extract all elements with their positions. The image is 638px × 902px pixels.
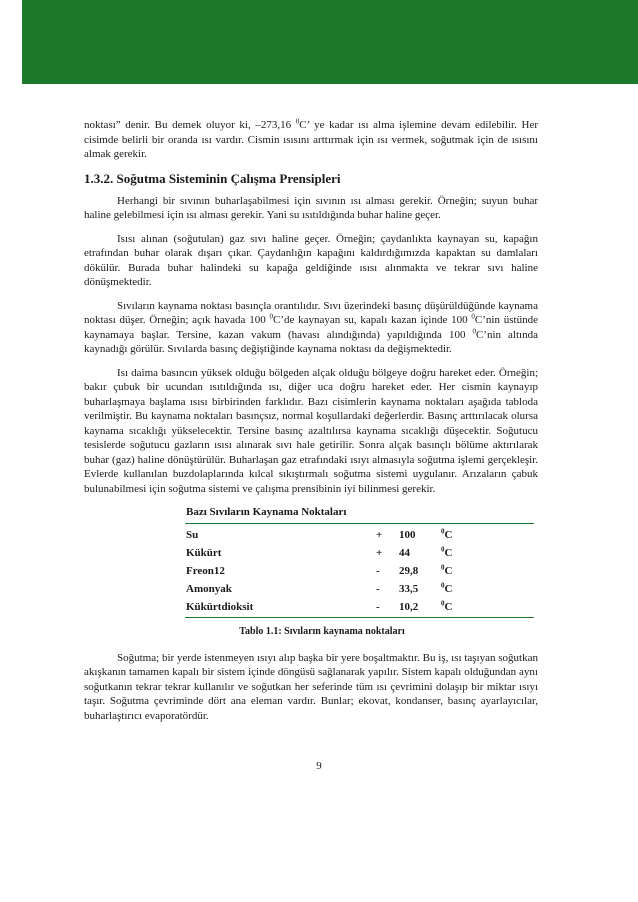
paragraph-3: Sıvıların kaynama noktası basınçla orantılıdır. Sıvı üzerindeki basınç düşürüldüğünde kaynama noktası düşer. Örneğin; açık havada 100 $^0$C’de kaynayan su, kapalı kazan içinde 100 $^0$C’nin üstünde kaynamaya başlar. Tersine, kazan vakum (havası alındığında) yapıldığında 100 $^0$C’nin altında kaynadığı görülür. Sıvılarda basınç değiştiğinde kaynama noktası da değişmektedir. bbox=[84, 299, 538, 355]
table-row bbox=[185, 578, 534, 596]
page-number: 9 bbox=[316, 760, 322, 772]
substance-name: Kükürt bbox=[186, 547, 222, 559]
unit-letter: C bbox=[444, 583, 453, 595]
table-row bbox=[185, 596, 534, 618]
unit-celsius bbox=[441, 600, 461, 614]
boiling-value: 33,5 bbox=[399, 583, 419, 595]
substance-name: Kükürtdioksit bbox=[186, 601, 254, 613]
boiling-value: 29,8 bbox=[399, 565, 419, 577]
paragraph-1: Herhangi bir sıvının buharlaşabilmesi için sıvının ısı alması gerekir. Örneğin; suyun buhar haline gelebilmesi için ısı alması gerekir. Yani su ısıtıldığında buhar haline geçer. bbox=[84, 194, 538, 221]
degree-mark: 0 bbox=[441, 545, 445, 554]
degree-mark: 0 bbox=[441, 563, 445, 572]
unit-letter: C bbox=[444, 547, 453, 559]
document-body bbox=[84, 118, 538, 732]
degree-mark: 0 bbox=[441, 581, 445, 590]
paragraph-5: Soğutma; bir yerde istenmeyen ısıyı alıp başka bir yere boşaltmaktır. Bu iş, ısı taşıyan soğutkan akışkanın tamamen kapalı bir sistem içinde döngüsü sağlanarak yapılır. Sistem kapalı olduğundan aynı soğutkanın tekrar tekrar kullanılır ve soğutkan her seferinde tüm ısı çevrimini dolaşıp bir miktar ısıyı taşır. Soğutma çevriminde dört ana eleman vardır. Bunlar; ekovat, kondanser, basınç ayarlayıcılar, buharlaştırıcı evaporatördür. bbox=[84, 651, 538, 722]
unit-celsius bbox=[441, 582, 461, 596]
value-sign: - bbox=[376, 583, 380, 595]
substance-name: Su bbox=[186, 529, 199, 541]
boiling-value: 44 bbox=[399, 547, 410, 559]
table-row bbox=[185, 560, 534, 578]
section-heading: 1.3.2. Soğutma Sisteminin Çalışma Prensipleri bbox=[84, 170, 341, 186]
header-color-bar bbox=[22, 0, 638, 84]
intro-paragraph: noktası” denir. Bu demek oluyor ki, –273,16 $^0$C’ ye kadar ısı alma işlemine devam edilebilir. Her cisimde belirli bir oranda ısı vardır. Cismin ısısını arttırmak için ısı vermek, soğutmak için de ısısını almak gerekir. bbox=[84, 117, 538, 160]
table-caption: Tablo 1.1: Sıvıların kaynama noktaları bbox=[239, 626, 405, 637]
table-row bbox=[185, 542, 534, 560]
unit-celsius bbox=[441, 528, 461, 542]
substance-name: Freon12 bbox=[186, 565, 225, 577]
value-sign: - bbox=[376, 565, 380, 577]
value-sign: - bbox=[376, 601, 380, 613]
degree-mark: 0 bbox=[441, 599, 445, 608]
value-sign: + bbox=[376, 547, 383, 559]
unit-celsius bbox=[441, 546, 461, 560]
boiling-value: 100 bbox=[399, 529, 416, 541]
degree-mark: 0 bbox=[441, 527, 445, 536]
table-row bbox=[185, 524, 534, 542]
unit-celsius bbox=[441, 564, 461, 578]
paragraph-4: Isı daima basıncın yüksek olduğu bölgeden alçak olduğu bölgeye doğru hareket eder. Örneğin; bakır çubuk bir ucundan ısıtıldığında ısı, diğer uca doğru hareket eder. Her cismin kaynayıp buharlaşmaya başlama ısısı birbirinden farklıdır. Bazı cisimlerin kaynama noktaları aşağıda tabloda verilmiştir. Bu kaynama noktaları basınçsız, normal koşullardaki değerlerdir. Basınç arttırılacak olursa kaynama sıcaklığı yükselecektir. Tersine basınç azaltılırsa kaynama sıcaklığı düşecektir. Soğutucu tesislerde soğutucu gazların ısısı alınarak sıvı hale getirilir. Sonra alçak basınçlı bölüme aktırılarak buhar (gaz) haline dönüştürülür. Buharlaşan gaz etrafındaki ısıyı almasıyla soğutma işlemi gerçekleşir. Evlerde kullanılan buzdolaplarında kılcal sıkıştırmalı soğutma sistemi uygulanır. Arızaların çabuk bulunabilmesi için soğutma sistemi ve çalışma prensibinin iyi bilinmesi gerekir. bbox=[84, 366, 538, 495]
unit-letter: C bbox=[444, 565, 453, 577]
paragraph-2: Isısı alınan (soğutulan) gaz sıvı haline geçer. Örneğin; çaydanlıkta kaynayan su, kapağın etrafından buhar olarak dışarı çıkar. Çaydanlığın kapağını kaldırdığımızda kapaktan su damlaları dökülür. Burada buhar halindeki su kapağa geldiğinde ısısı alınmakta ve tekrar sıvı haline dönüşmektedir. bbox=[84, 232, 538, 288]
value-sign: + bbox=[376, 529, 383, 541]
unit-letter: C bbox=[444, 601, 453, 613]
unit-letter: C bbox=[444, 529, 453, 541]
boiling-value: 10,2 bbox=[399, 601, 419, 613]
boiling-points-table bbox=[185, 505, 534, 618]
table-header: Bazı Sıvıların Kaynama Noktaları bbox=[185, 505, 534, 524]
substance-name: Amonyak bbox=[186, 583, 232, 595]
